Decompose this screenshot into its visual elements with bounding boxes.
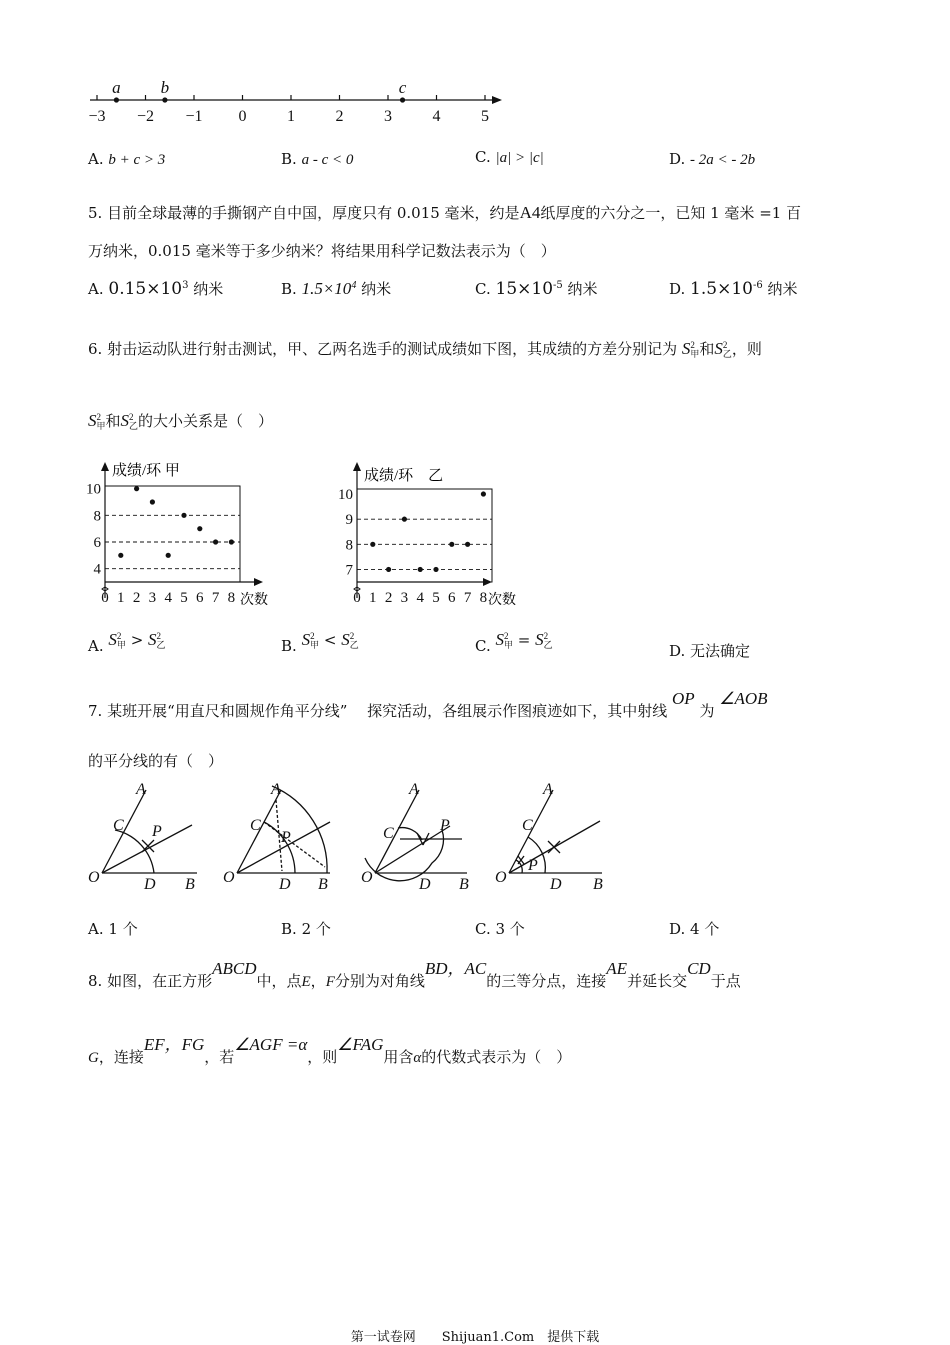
chart-yi-title: 成绩/环 乙 <box>364 468 444 484</box>
chart-point <box>166 553 171 558</box>
chart-xtick-label: 0 <box>101 590 109 606</box>
chart-xtick-label: 1 <box>369 590 377 606</box>
numberline-tick-label: 3 <box>384 108 392 125</box>
numberline-tick-label: 5 <box>481 108 489 125</box>
svg-text:D: D <box>550 876 562 893</box>
q8-line1: 8. 如图，在正方形ABCD中，点E，F分别为对角线BD，AC的三等分点，连接AE并延长交CD于点 <box>88 959 741 990</box>
q6-line1: 6. 射击运动队进行射击测试，甲、乙两名选手的测试成绩如下图，其成绩的方差分别记为 S2 甲和S2 乙，则 <box>88 339 762 360</box>
q4-option-d[interactable]: D. - 2a < - 2b <box>669 150 756 168</box>
q7-option-b[interactable]: B. 2 个 <box>281 920 331 938</box>
svg-text:C: C <box>113 817 124 834</box>
svg-text:C: C <box>383 825 394 842</box>
q7-option-c[interactable]: C. 3 个 <box>475 920 525 938</box>
chart-xtick-label: 6 <box>196 590 204 606</box>
svg-text:B: B <box>593 876 603 893</box>
svg-text:D: D <box>144 876 156 893</box>
svg-text:B: B <box>185 876 195 893</box>
chart-xtick-label: 6 <box>448 590 456 606</box>
q6-line2: S2 甲和S2 乙的大小关系是（ ） <box>88 411 274 432</box>
svg-text:A: A <box>409 781 419 798</box>
numberline-tick-label: −2 <box>136 108 155 125</box>
figure-4 <box>495 781 603 893</box>
q7-line1: 7. 某班开展“用直尺和圆规作角平分线” 探究活动，各组展示作图痕迹如下，其中射线 OP 为 ∠AOB <box>88 689 768 720</box>
chart-ytick-label: 6 <box>93 535 101 551</box>
q6-option-a[interactable]: A. S2 甲 > S2 乙 <box>88 630 166 655</box>
q5-line2: 万纳米，0.015 毫米等于多少纳米？将结果用科学记数法表示为（ ） <box>88 242 556 260</box>
q5-line1: 5. 目前全球最薄的手撕钢产自中国，厚度只有 0.015 毫米，约是A4纸厚度的六分之一，已知 1 毫米 =1 百 <box>88 203 802 222</box>
svg-text:B: B <box>459 876 469 893</box>
chart-xtick-label: 2 <box>384 590 393 606</box>
svg-text:P: P <box>528 857 538 874</box>
q7-line2: 的平分线的有（ ） <box>88 752 224 770</box>
svg-text:A: A <box>543 781 553 798</box>
chart-ytick-label: 4 <box>93 561 101 578</box>
chart-point <box>465 542 470 547</box>
q4-option-b-expr: a - c < 0 <box>301 152 354 168</box>
q4-option-d-expr: - 2a < - 2b <box>690 152 756 168</box>
numberline-point-label: c <box>398 78 407 97</box>
q7-option-d[interactable]: D. 4 个 <box>669 920 720 938</box>
chart-point <box>370 542 375 547</box>
chart-ytick-label: 9 <box>345 512 353 529</box>
q6-option-b[interactable]: B. S2 甲 < S2 乙 <box>281 630 359 655</box>
chart-xtick-label: 8 <box>479 590 488 606</box>
angle-bisector-figures <box>82 778 622 898</box>
chart-yi <box>332 458 532 608</box>
svg-text:O: O <box>361 869 373 886</box>
q8-line2: G，连接EF，FG，若∠AGF =α，则∠FAG用含α的代数式表示为（ ） <box>88 1035 572 1066</box>
svg-text:A: A <box>271 781 281 798</box>
svg-text:P: P <box>281 829 291 846</box>
svg-text:O: O <box>495 869 507 886</box>
chart-point <box>118 553 123 558</box>
chart-point <box>197 526 202 531</box>
chart-xtick-label: 5 <box>432 590 440 606</box>
numberline-tick-label: −1 <box>185 108 203 125</box>
chart-point <box>433 567 438 572</box>
numberline-point-label: b <box>160 78 170 97</box>
q6-option-d[interactable]: D. 无法确定 <box>669 642 751 660</box>
figure-1 <box>88 781 197 893</box>
s-yi-squared: S2 乙 <box>714 339 732 360</box>
chart-point <box>402 517 407 522</box>
chart-point <box>481 491 486 496</box>
chart-xtick-label: 7 <box>463 590 472 606</box>
chart-jia <box>80 458 280 608</box>
q4-option-c-expr: |a| > |c| <box>495 150 544 166</box>
s-jia-squared: S2 甲 <box>681 339 700 360</box>
figure-3 <box>361 781 469 893</box>
numberline-point-c <box>400 97 405 102</box>
figure-2 <box>223 781 330 893</box>
numberline-point-b <box>162 97 167 102</box>
chart-point <box>150 499 155 504</box>
chart-ytick-label: 7 <box>345 562 353 579</box>
svg-text:B: B <box>318 876 328 893</box>
svg-text:C: C <box>250 817 261 834</box>
svg-text:D: D <box>279 876 291 893</box>
chart-xtick-label: 4 <box>416 590 424 606</box>
chart-xtick-label: 4 <box>164 590 172 606</box>
chart-point <box>386 567 391 572</box>
chart-point <box>181 513 186 518</box>
svg-text:D: D <box>419 876 431 893</box>
numberline-tick-label: −3 <box>88 108 106 125</box>
q5-option-d[interactable]: D. $1.5\times 10^{-6}$ 纳米 <box>669 279 798 299</box>
chart-xtick-label: 2 <box>132 590 141 606</box>
number-line <box>80 78 520 128</box>
chart-ytick-label: 10 <box>86 481 101 498</box>
chart-point <box>213 539 218 544</box>
q4-option-b[interactable]: B. a - c < 0 <box>281 150 354 168</box>
chart-xtick-label: 1 <box>117 590 125 606</box>
svg-text:O: O <box>88 869 100 886</box>
svg-text:P: P <box>440 817 450 834</box>
numberline-tick-label: 0 <box>238 108 247 125</box>
chart-point <box>134 486 139 491</box>
numberline-tick-label: 4 <box>432 108 441 125</box>
chart-xtick-label: 0 <box>353 590 361 606</box>
q4-option-a-expr: b + c > 3 <box>108 152 166 168</box>
chart-point <box>229 539 234 544</box>
chart-xtick-label: 3 <box>148 590 157 606</box>
q5-option-c[interactable]: C. $15\times 10^{-5}$ 纳米 <box>475 279 598 299</box>
q5-option-b[interactable]: B. $1.5\times 10^4$ 纳米 <box>281 279 392 298</box>
footer: 第一试卷网 Shijuan1.Com 提供下载 <box>350 1330 600 1345</box>
numberline-tick-label: 2 <box>335 108 344 125</box>
chart-yi-xlabel: 次数 <box>488 593 516 608</box>
svg-text:C: C <box>522 817 533 834</box>
chart-xtick-label: 3 <box>400 590 409 606</box>
chart-xtick-label: 7 <box>211 590 220 606</box>
chart-jia-xlabel: 次数 <box>240 593 268 608</box>
chart-jia-title: 成绩/环 甲 <box>112 463 180 479</box>
chart-point <box>418 567 423 572</box>
q7-option-a[interactable]: A. 1 个 <box>88 920 138 938</box>
chart-ytick-label: 10 <box>338 487 353 504</box>
q5-option-a[interactable]: A. $0.15\times 10^3$ 纳米 <box>88 279 224 299</box>
numberline-point-a <box>114 97 119 102</box>
chart-ytick-label: 8 <box>345 537 353 554</box>
svg-text:O: O <box>223 869 235 886</box>
chart-xtick-label: 5 <box>180 590 188 606</box>
chart-ytick-label: 8 <box>93 508 101 525</box>
chart-xtick-label: 8 <box>227 590 236 606</box>
q6-option-c[interactable]: C. S2 甲 = S2 乙 <box>475 630 553 655</box>
numberline-point-label: a <box>112 78 121 97</box>
svg-text:P: P <box>152 823 162 840</box>
numberline-tick-label: 1 <box>287 108 295 125</box>
chart-point <box>449 542 454 547</box>
svg-text:A: A <box>136 781 146 798</box>
q4-option-c[interactable]: C. |a| > |c| <box>475 148 544 166</box>
q4-option-a[interactable]: A. b + c > 3 <box>88 150 166 168</box>
